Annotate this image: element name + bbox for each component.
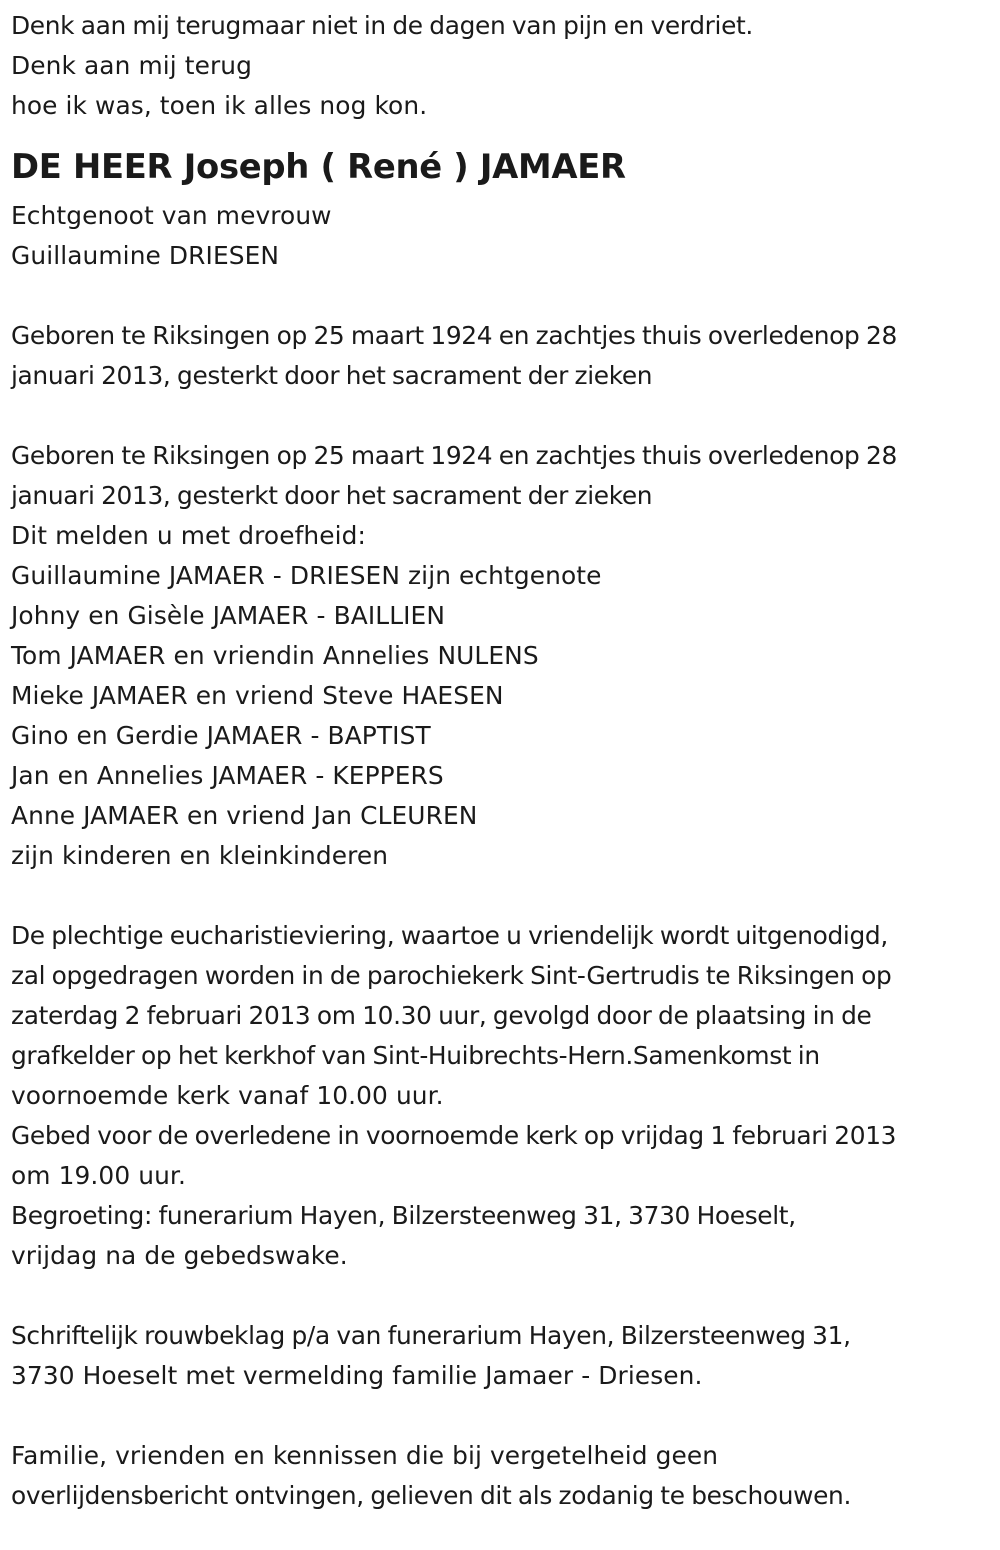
- deceased-name-title: DE HEER Joseph ( René ) JAMAER: [11, 147, 626, 187]
- birth-death-info: [11, 316, 1000, 396]
- ceremony-line: zaterdag 2 februari 2013 om 10.30 uur, gevolgd door de plaatsing in de: [11, 1001, 872, 1030]
- condolences-line: Schriftelijk rouwbeklag p/a van funerarium Hayen, Bilzersteenweg 31,: [11, 1321, 851, 1350]
- closing-line: overlijdensbericht ontvingen, gelieven dit als zodanig te beschouwen.: [11, 1481, 852, 1510]
- ceremony-info: [11, 916, 1000, 1276]
- family-member: Mieke JAMAER en vriend Steve HAESEN: [11, 681, 504, 710]
- ceremony-line: Begroeting: funerarium Hayen, Bilzersteenweg 31, 3730 Hoeselt,: [11, 1201, 796, 1230]
- family-member: Guillaumine JAMAER - DRIESEN zijn echtgenote: [11, 561, 602, 590]
- spacer: [11, 1276, 1000, 1316]
- family-member: Gino en Gerdie JAMAER - BAPTIST: [11, 721, 431, 750]
- condolences-line: 3730 Hoeselt met vermelding familie Jamaer - Driesen.: [11, 1361, 703, 1390]
- spacer: [11, 276, 1000, 316]
- closing-note: [11, 1436, 1000, 1516]
- birth-line: Geboren te Riksingen op 25 maart 1924 en zachtjes thuis overledenop 28: [11, 441, 897, 470]
- family-member: zijn kinderen en kleinkinderen: [11, 841, 389, 870]
- spouse-info: [11, 196, 1000, 276]
- ceremony-line: grafkelder op het kerkhof van Sint-Huibrechts-Hern.Samenkomst in: [11, 1041, 820, 1070]
- closing-line: Familie, vrienden en kennissen die bij vergetelheid geen: [11, 1441, 719, 1470]
- spouse-line: Guillaumine DRIESEN: [11, 241, 280, 270]
- ceremony-line: De plechtige eucharistieviering, waartoe u vriendelijk wordt uitgenodigd,: [11, 921, 888, 950]
- spouse-line: Echtgenoot van mevrouw: [11, 201, 332, 230]
- poem-line: Denk aan mij terugmaar niet in de dagen van pijn en verdriet.: [11, 11, 753, 40]
- ceremony-line: vrijdag na de gebedswake.: [11, 1241, 348, 1270]
- condolences-info: [11, 1316, 1000, 1396]
- ceremony-line: om 19.00 uur.: [11, 1161, 186, 1190]
- ceremony-line: Gebed voor de overledene in voornoemde kerk op vrijdag 1 februari 2013: [11, 1121, 897, 1150]
- spacer: [11, 396, 1000, 436]
- family-list: [11, 556, 1000, 876]
- family-member: Tom JAMAER en vriendin Annelies NULENS: [11, 641, 539, 670]
- birth-line: Geboren te Riksingen op 25 maart 1924 en zachtjes thuis overledenop 28: [11, 321, 897, 350]
- announcement-line: Dit melden u met droefheid:: [11, 521, 367, 550]
- ceremony-line: voornoemde kerk vanaf 10.00 uur.: [11, 1081, 444, 1110]
- poem: [11, 6, 1000, 126]
- family-member: Anne JAMAER en vriend Jan CLEUREN: [11, 801, 478, 830]
- poem-line: hoe ik was, toen ik alles nog kon.: [11, 91, 428, 120]
- family-member: Jan en Annelies JAMAER - KEPPERS: [11, 761, 444, 790]
- family-member: Johny en Gisèle JAMAER - BAILLIEN: [11, 601, 446, 630]
- spacer: [11, 1396, 1000, 1436]
- ceremony-line: zal opgedragen worden in de parochiekerk Sint-Gertrudis te Riksingen op: [11, 961, 892, 990]
- birth-death-info-repeat: [11, 436, 1000, 516]
- birth-line: januari 2013, gesterkt door het sacrament der zieken: [11, 361, 653, 390]
- birth-line: januari 2013, gesterkt door het sacrament der zieken: [11, 481, 653, 510]
- spacer: [11, 876, 1000, 916]
- poem-line: Denk aan mij terug: [11, 51, 253, 80]
